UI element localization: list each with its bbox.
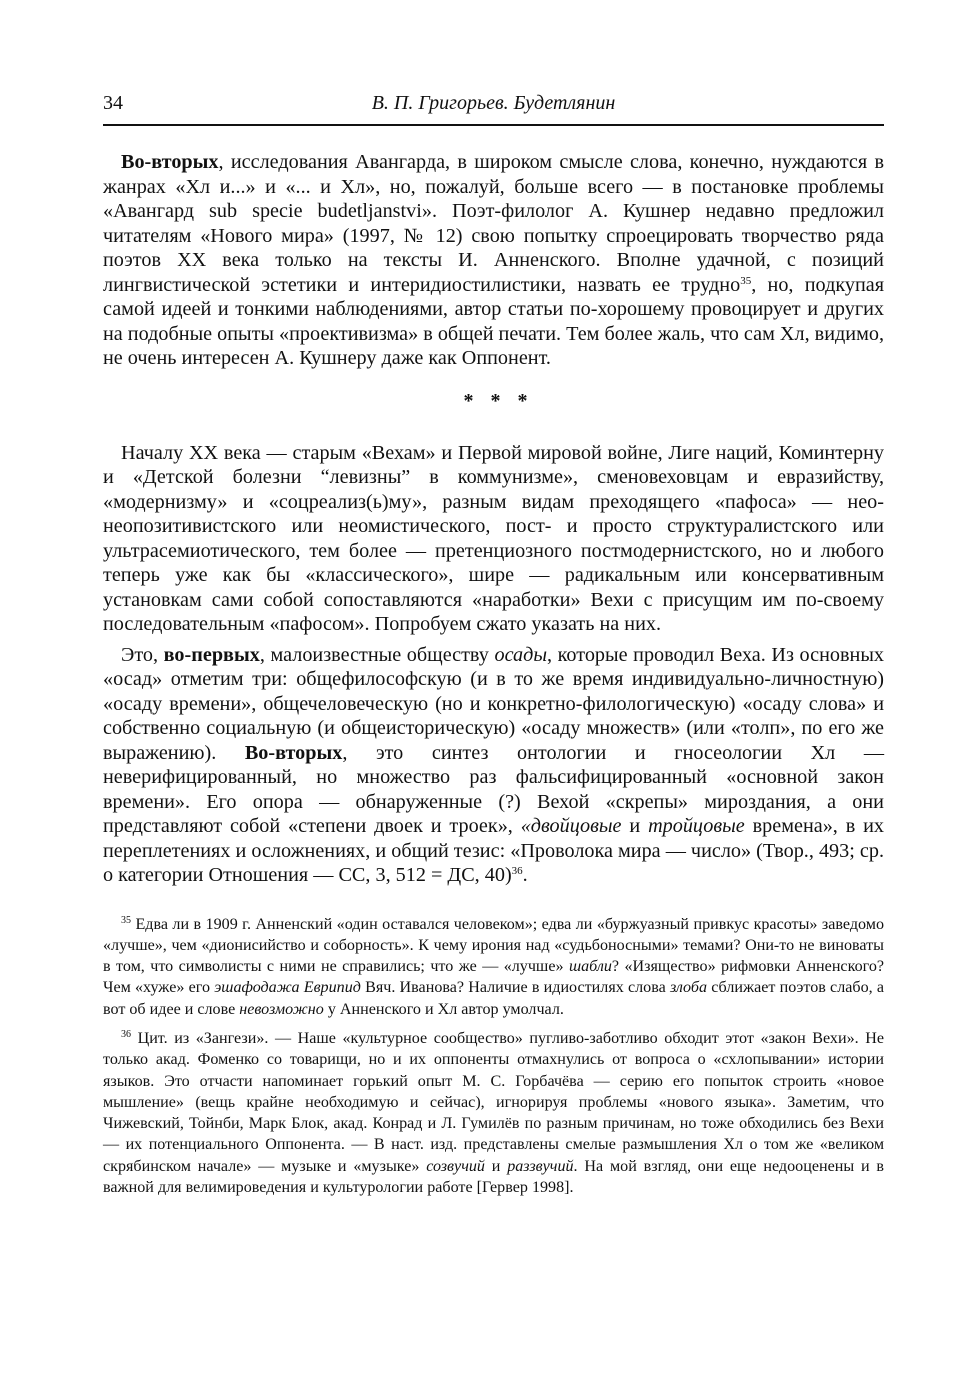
emphasis-italic: раззвучий: [507, 1157, 574, 1175]
footnote-text: Вяч. Иванова? Наличие в идиостилях слова: [360, 979, 670, 997]
paragraph-text: времена», в их переплетениях и осложнениях, и общий тезис: «Проволока мира — число» (Твор., 493; ср. о категории Отношения — СС, 3, 512 = ДС, 40): [103, 815, 884, 886]
paragraph-3: [103, 643, 884, 888]
paragraph-2: [103, 441, 884, 637]
emphasis-italic: злоба: [669, 979, 708, 997]
running-title: В. П. Григорьев. Будетлянин: [371, 92, 616, 114]
paragraph-text: , но, подкупая самой идеей и тонкими наблюдениями, автор статьи по-хорошему провоцирует и других на подобные опыты «проективизма» в общей печати. Тем более жаль, что сам Хл, видимо, не очень интересен А. Кушнеру даже как Оппонент.: [103, 273, 884, 369]
footnote-text: и: [484, 1157, 508, 1175]
paragraph-text: .: [522, 864, 528, 886]
emphasis-italic: невозможно: [239, 1000, 324, 1018]
paragraph-text: Началу XX века — старым «Вехам» и Первой мировой войне, Лиге наций, Коминтерну и «Детской болезни “левизны” в коммунизме», сменовеховцам и евразийству, «модернизму» и «соцреализ(ь)му», разным видам преходящего «пафоса» — нео-неопозитивистского или неомистического, пост- и просто структуралистского или ультрасемиотического, тем более — претенциозного постмодернистского, но и любого теперь уже как бы «классического», шире — радикальным или консервативным установкам сами собой сопоставляются «наработки» Вехи с присущим им по-своему последовательным «пафосом». Попробуем сжато указать на них.: [103, 441, 884, 635]
footnote-35: [103, 914, 884, 1020]
section-separator: * * *: [463, 389, 534, 412]
page-number: 34: [103, 92, 123, 114]
footnotes: [103, 914, 884, 1199]
footnote-36: [103, 1028, 884, 1198]
header-rule: [103, 124, 884, 126]
page-header: [103, 92, 884, 122]
paragraph-text: , это синтез онтологии и гносеологии Хл — неверифицированный, но множество раз фальсифицированный «основной закон времени». Его опора — обнаруженные (?) Вехой «скрепы» мироздания, а они представляют собой «степени двоек и троек»,: [103, 741, 885, 837]
emphasis-bold: во-первых: [163, 643, 260, 666]
footnote-mark: 35: [121, 914, 131, 926]
paragraph-1: [103, 150, 884, 371]
paragraph-text: и: [621, 815, 649, 837]
footnote-text: ? «Изящество» рифмовки Анненского? Чем «хуже» его: [103, 958, 885, 997]
footnote-text: . На мой взгляд, они еще недооценены и в важной для велимироведения и культурологии работе [Гервер 1998].: [103, 1157, 884, 1197]
paragraph-text: , малоизвестные обществу: [259, 643, 495, 666]
main-text: [103, 150, 884, 1206]
footnote-text: Цит. из «Зангези». — Наше «культурное сообщество» пугливо-заботливо обходит этот «закон Вехи». Не только акад. Фоменко со товарищи, но и их оппоненты отмахнулись от вопроса о «схлопывании» истории языков. Это отчасти напоминает горький опыт М. С. Горбачёва — серию его попыток строить «новое мышление» (вещь крайне необходимую и сейчас), игнорируя проблемы «нового языка». Заметим, что Чижевский, Тойнби, Марк Блок, акад. Конрад и Л. Гумилёв по разным причинам, но тоже обходились без Вехи — их потенциального Оппонента. — В наст. изд. представлены смелые размышления Хл о том же «великом скрябинском начале» — музыке и «музыке»: [103, 1029, 884, 1175]
emphasis-italic: тройцовые: [648, 815, 745, 837]
emphasis-italic: шабли: [568, 958, 612, 976]
footnote-mark: 36: [121, 1028, 131, 1040]
footnote-text: сближает поэтов слабо, а вот об идее и слове: [103, 979, 884, 1018]
footnote-text: Едва ли в 1909 г. Анненский «один оставался человеком»; едва ли «буржуазный привкус красоты» заведомо «лучше», чем «дионисийство и соборность». К чему ирония над «судьбоносными» темами? Они-то не виноваты в том, что символисты с ними не справились; что же — «лучше»: [103, 915, 884, 976]
paragraph-text: , которые проводил Веха. Из основных «осад» отметим три: общефилософскую (и в то же время индивидуально-личностную) «осаду времени», общечеловеческую (но и конкретно-филологическую) «осаду слова» и собственно социальную (и общеисторическую) «осаду множеств» (или «толп», по его же выражению).: [103, 643, 885, 764]
emphasis-italic: созвучий: [426, 1157, 485, 1175]
emphasis-italic: осады: [494, 643, 547, 666]
emphasis-italic: эшафодажа Еврипид: [214, 979, 361, 997]
paragraph-text: , исследования Авангарда, в широком смысле слова, конечно, нуждаются в жанрах «Хл и...» и «... и Хл», но, пожалуй, больше всего — в постановке проблемы «Авангард sub specie budetljanstvi». Поэт-филолог А. Кушнер недавно предложил читателям «Нового мира» (1997, № 12) свою попытку спроецировать творчество ряда поэтов XX века только на тексты И. Анненского. Вполне удачной, с позиций лингвистической эстетики и интеридиостилистики, назвать ее трудно: [103, 151, 884, 296]
lead-word: Во-вторых: [121, 151, 219, 173]
footnote-ref-35[interactable]: 35: [740, 274, 752, 287]
footnote-ref-36[interactable]: 36: [511, 865, 523, 877]
emphasis-italic: «двойцовые: [520, 815, 622, 837]
emphasis-bold: Во-вторых: [244, 741, 343, 764]
footnote-text: у Анненского и Хл автор умолчал.: [323, 1000, 564, 1018]
paragraph-text: Это,: [121, 643, 164, 666]
